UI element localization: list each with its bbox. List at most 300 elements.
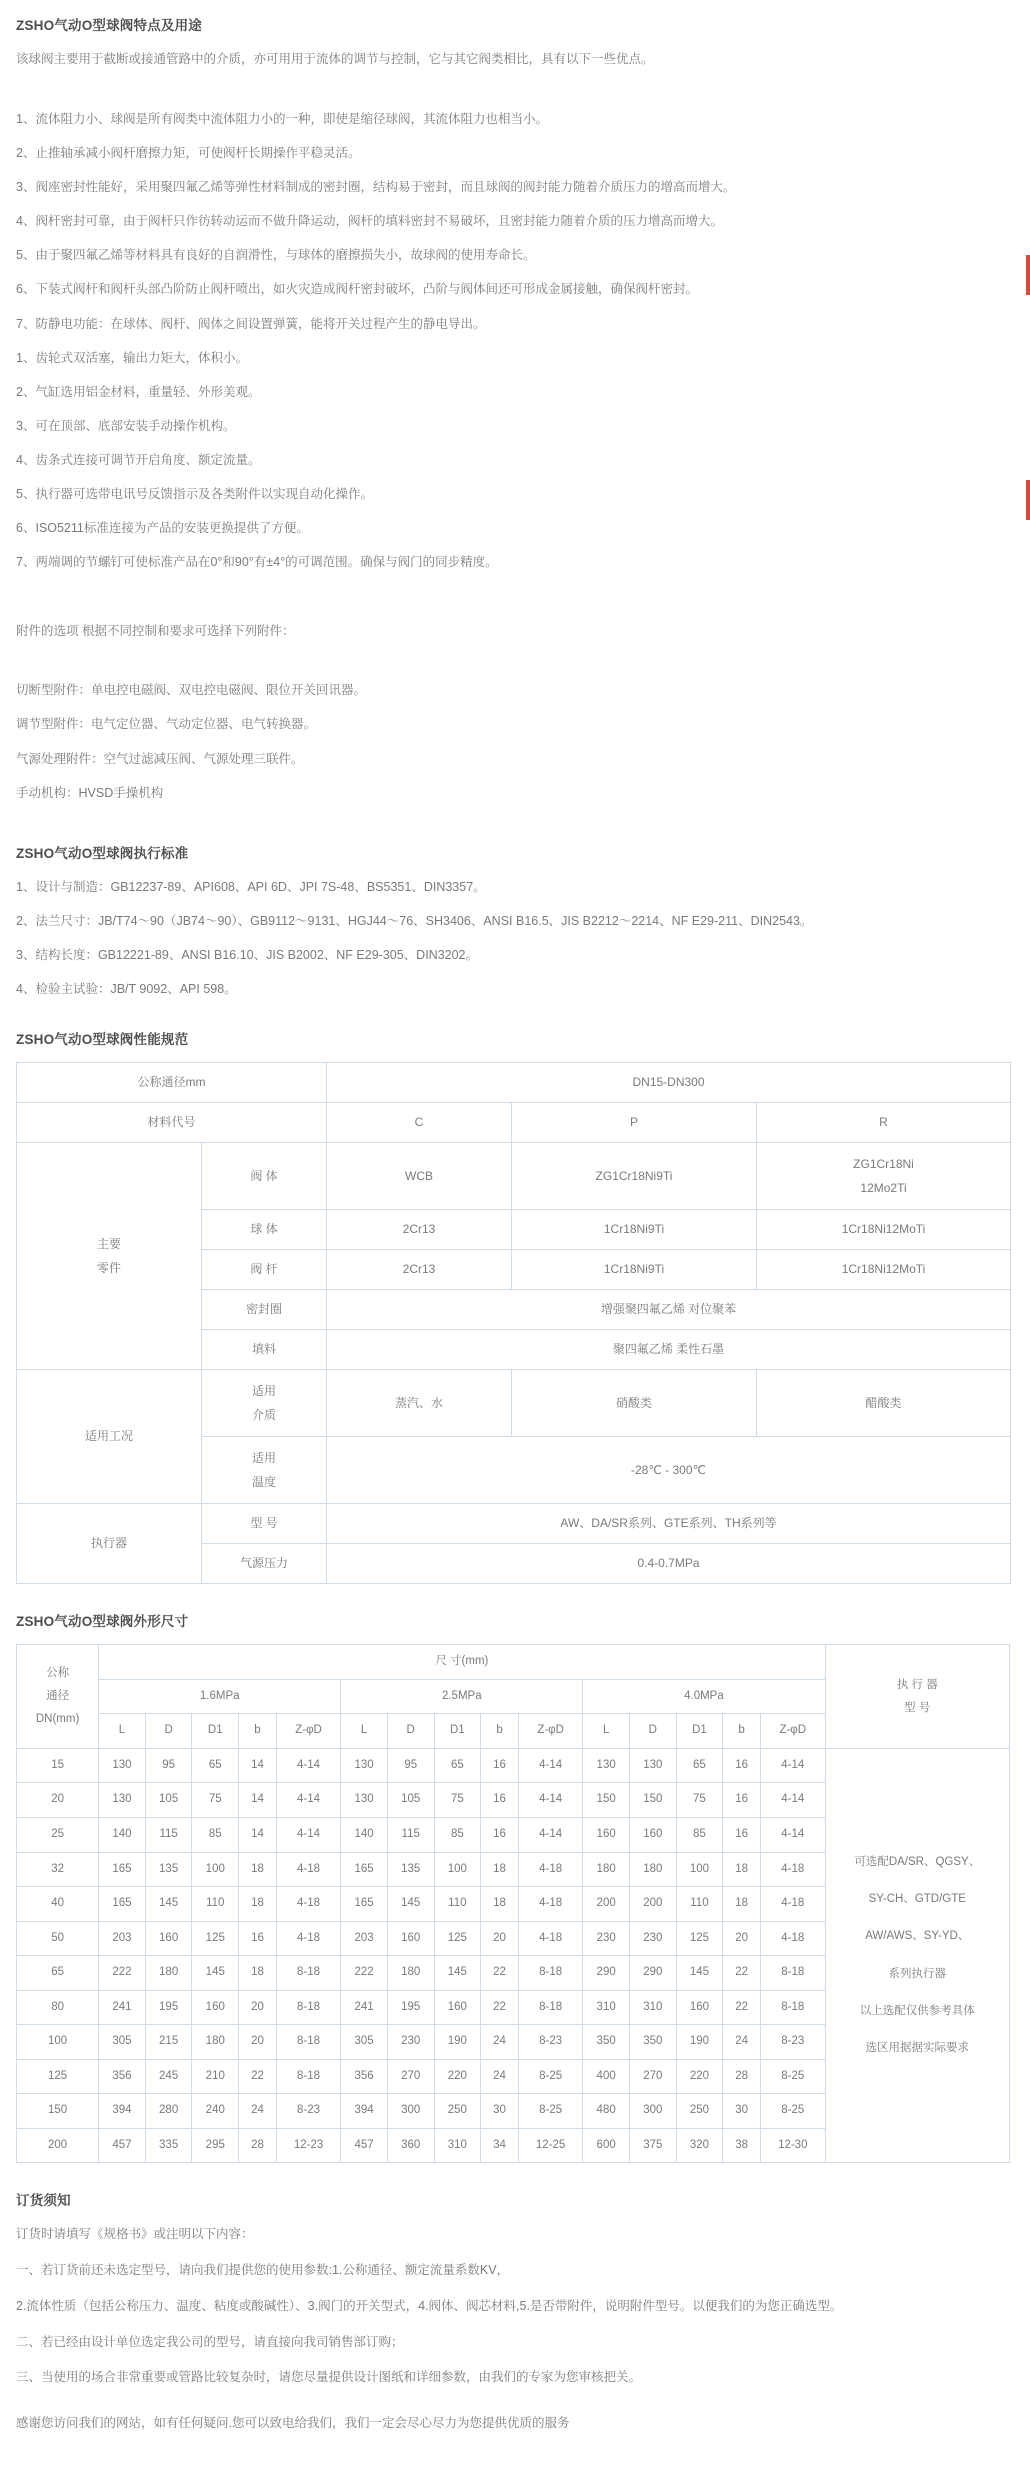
cell: 16	[239, 1921, 277, 1956]
performance-spec-table	[16, 1062, 1011, 1584]
cell: 85	[676, 1817, 723, 1852]
cell: 4-14	[518, 1783, 582, 1818]
standards-list	[16, 876, 1014, 1002]
footer-note: 感谢您访问我们的网站，如有任何疑问.您可以致电给我们，我们一定会尽心尽力为您提供优质的服务	[16, 2416, 570, 2431]
material-code-p: P	[512, 1103, 757, 1143]
cell: 100	[676, 1852, 723, 1887]
cell: 24	[723, 2025, 761, 2060]
cell: 18	[723, 1887, 761, 1922]
pressure-group-16: 1.6MPa	[99, 1679, 341, 1714]
cell: 125	[192, 1921, 239, 1956]
cell: 12-30	[761, 2128, 826, 2163]
sub-header-L: L	[99, 1714, 146, 1749]
order-notice-title: 订货须知	[16, 2193, 71, 2209]
sub-header-L: L	[341, 1714, 388, 1749]
cell: 160	[676, 1990, 723, 2025]
actuator-note: 系列执行器	[888, 1967, 947, 1980]
cell: 8-18	[518, 1956, 582, 1991]
dn-value: 40	[17, 1887, 99, 1922]
cell: 310	[629, 1990, 676, 2025]
cell: 130	[629, 1748, 676, 1783]
order-notice-block	[16, 2223, 1014, 2390]
cell: 180	[192, 2025, 239, 2060]
part-value-c: 2Cr13	[327, 1250, 512, 1290]
cell: 22	[481, 1990, 519, 2025]
list-item: 3、可在顶部、底部安装手动操作机构。	[16, 418, 236, 433]
cell: 110	[434, 1887, 481, 1922]
cell: 160	[387, 1921, 434, 1956]
order-intro: 订货时请填写《规格书》或注明以下内容：	[16, 2227, 254, 2242]
cell: 14	[239, 1783, 277, 1818]
cell: 12-25	[518, 2128, 582, 2163]
cell: 135	[145, 1852, 192, 1887]
cell: 30	[723, 2094, 761, 2129]
actuator-note: 选区用据据实际要求	[865, 2042, 970, 2055]
cell: 75	[192, 1783, 239, 1818]
cell: 8-25	[761, 2059, 826, 2094]
sub-header-b: b	[239, 1714, 277, 1749]
pressure-group-40: 4.0MPa	[583, 1679, 825, 1714]
valve-feature-list	[16, 108, 1014, 336]
cell: 8-25	[518, 2059, 582, 2094]
cell: 14	[239, 1817, 277, 1852]
list-item: 手动机构：HVSD手操机构	[16, 785, 164, 800]
conditions-label: 适用工况	[17, 1370, 202, 1504]
dn-value: 200	[17, 2128, 99, 2163]
actuator-model-header-line2: 型 号	[904, 1701, 931, 1714]
cell: 203	[341, 1921, 388, 1956]
cell: 400	[583, 2059, 630, 2094]
cell: 8-18	[276, 2059, 340, 2094]
cell: 135	[387, 1852, 434, 1887]
cell: 8-18	[276, 1956, 340, 1991]
list-item: 2、法兰尺寸：JB/T74～90（JB74～90）、GB9112～9131、HGJ44～76、SH3406、ANSI B16.5、JIS B2212～2214、NF E29-211、DIN2543。	[16, 913, 813, 928]
packing-label: 填料	[202, 1330, 327, 1370]
cell: 22	[723, 1990, 761, 2025]
part-name: 阀 杆	[202, 1250, 327, 1290]
table-row	[17, 1645, 1010, 1680]
seal-ring-value: 增强聚四氟乙烯 对位聚苯	[327, 1290, 1011, 1330]
cell: 4-18	[761, 1921, 826, 1956]
cell: 20	[239, 1990, 277, 2025]
temperature-label-line1: 适用	[251, 1451, 276, 1466]
air-pressure-value: 0.4-0.7MPa	[327, 1544, 1011, 1584]
cell: 165	[99, 1887, 146, 1922]
cell: 230	[583, 1921, 630, 1956]
material-code-c: C	[327, 1103, 512, 1143]
list-item: 6、下装式阀杆和阀杆头部凸阶防止阀杆喷出，如火灾造成阀杆密封破坏，凸阶与阀体间还可形成金属接触，确保阀杆密封。	[16, 282, 698, 297]
cell: 250	[434, 2094, 481, 2129]
part-value-p: 1Cr18Ni9Ti	[512, 1250, 757, 1290]
order-item: 三、当使用的场合非常重要或管路比较复杂时，请您尽量提供设计图纸和详细参数，由我们的专家为您审核把关。	[16, 2370, 642, 2385]
cell: 8-23	[761, 2025, 826, 2060]
dn-value: 150	[17, 2094, 99, 2129]
cell: 220	[434, 2059, 481, 2094]
table-row	[17, 1063, 1011, 1103]
cell: 180	[387, 1956, 434, 1991]
accessories-intro: 附件的选项 根据不同控制和要求可选择下列附件：	[16, 623, 295, 638]
cell: 18	[481, 1852, 519, 1887]
cell: 12-23	[276, 2128, 340, 2163]
cell: 16	[723, 1817, 761, 1852]
cell: 8-18	[761, 1956, 826, 1991]
cell: 130	[99, 1783, 146, 1818]
actuator-feature-list	[16, 347, 1014, 575]
cell: 65	[192, 1748, 239, 1783]
dn-value: 65	[17, 1956, 99, 1991]
cell: 18	[481, 1887, 519, 1922]
cell: 100	[434, 1852, 481, 1887]
right-edge-accent-top	[1026, 255, 1030, 295]
table-row	[17, 1103, 1011, 1143]
cell: 4-14	[761, 1817, 826, 1852]
cell: 375	[629, 2128, 676, 2163]
cell: 22	[239, 2059, 277, 2094]
cell: 240	[192, 2094, 239, 2129]
cell: 95	[387, 1748, 434, 1783]
cell: 145	[676, 1956, 723, 1991]
list-item: 2、止推轴承减小阀杆磨擦力矩，可使阀杆长期操作平稳灵活。	[16, 145, 361, 160]
cell: 16	[481, 1817, 519, 1852]
sub-header-L: L	[583, 1714, 630, 1749]
dn-value: 125	[17, 2059, 99, 2094]
cell: 18	[239, 1887, 277, 1922]
cell: 130	[99, 1748, 146, 1783]
sub-header-b: b	[481, 1714, 519, 1749]
cell: 115	[387, 1817, 434, 1852]
cell: 34	[481, 2128, 519, 2163]
cell: 22	[723, 1956, 761, 1991]
cell: 480	[583, 2094, 630, 2129]
cell: 290	[629, 1956, 676, 1991]
main-parts-label-line1: 主要	[96, 1237, 121, 1252]
cell: 600	[583, 2128, 630, 2163]
features-lead: 该球阀主要用于截断或接通管路中的介质，亦可用用于流体的调节与控制，它与其它阀类相比，具有以下一些优点。	[16, 52, 654, 66]
cell: 165	[99, 1852, 146, 1887]
cell: 24	[481, 2059, 519, 2094]
cell: 394	[99, 2094, 146, 2129]
cell: 290	[583, 1956, 630, 1991]
actuator-model-header	[825, 1645, 1009, 1749]
table-row	[17, 1748, 1010, 1783]
cell: 85	[434, 1817, 481, 1852]
dn-value: 20	[17, 1783, 99, 1818]
cell: 305	[99, 2025, 146, 2060]
cell: 75	[676, 1783, 723, 1818]
cell: 8-25	[761, 2094, 826, 2129]
cell: 24	[481, 2025, 519, 2060]
cell: 241	[99, 1990, 146, 2025]
cell: 30	[481, 2094, 519, 2129]
list-item: 调节型附件：电气定位器、气动定位器、电气转换器。	[16, 717, 317, 732]
cell: 250	[676, 2094, 723, 2129]
actuator-notes-cell	[825, 1748, 1009, 2163]
cell: 150	[583, 1783, 630, 1818]
cell: 241	[341, 1990, 388, 2025]
cell: 190	[676, 2025, 723, 2060]
part-name: 阀 体	[202, 1143, 327, 1210]
cell: 38	[723, 2128, 761, 2163]
actuator-label: 执行器	[17, 1504, 202, 1584]
dn-value: 15	[17, 1748, 99, 1783]
cell: 130	[341, 1783, 388, 1818]
dn-header	[17, 1645, 99, 1749]
list-item: 5、由于聚四氟乙烯等材料具有良好的自润滑性，与球体的磨擦损失小，故球阀的使用寿命长。	[16, 248, 536, 263]
cell: 300	[387, 2094, 434, 2129]
cell: 145	[434, 1956, 481, 1991]
cell: 105	[145, 1783, 192, 1818]
medium-value-r: 醋酸类	[757, 1370, 1011, 1437]
cell: 160	[434, 1990, 481, 2025]
part-value-r: 1Cr18Ni12MoTi	[757, 1210, 1011, 1250]
nominal-diameter-value: DN15-DN300	[327, 1063, 1011, 1103]
cell: 160	[145, 1921, 192, 1956]
cell: 245	[145, 2059, 192, 2094]
nominal-diameter-label: 公称通径mm	[17, 1063, 327, 1103]
list-item: 4、阀杆密封可靠，由于阀杆只作彷转动运而不做升降运动，阀杆的填料密封不易破坏，且密封能力随着介质的压力增高而增大。	[16, 214, 723, 229]
cell: 150	[629, 1783, 676, 1818]
cell: 215	[145, 2025, 192, 2060]
cell: 305	[341, 2025, 388, 2060]
cell: 140	[99, 1817, 146, 1852]
model-value: AW、DA/SR系列、GTE系列、TH系列等	[327, 1504, 1011, 1544]
cell: 16	[481, 1748, 519, 1783]
cell: 356	[99, 2059, 146, 2094]
cell: 18	[723, 1852, 761, 1887]
cell: 335	[145, 2128, 192, 2163]
model-label: 型 号	[202, 1504, 327, 1544]
actuator-note: 以上选配仅供参考具体	[859, 2005, 975, 2018]
cell: 125	[434, 1921, 481, 1956]
sub-header-D1: D1	[676, 1714, 723, 1749]
sub-header-ZD: Z-φD	[761, 1714, 826, 1749]
list-item: 4、齿条式连接可调节开启角度、额定流量。	[16, 453, 261, 467]
cell: 8-18	[276, 1990, 340, 2025]
cell: 130	[341, 1748, 388, 1783]
dimension-table	[16, 1644, 1010, 2163]
cell: 65	[434, 1748, 481, 1783]
cell: 295	[192, 2128, 239, 2163]
list-item: 4、检验主试验：JB/T 9092、API 598。	[16, 982, 237, 997]
cell: 16	[723, 1748, 761, 1783]
cell: 8-18	[518, 1990, 582, 2025]
sub-header-D: D	[629, 1714, 676, 1749]
air-pressure-label: 气源压力	[202, 1544, 327, 1584]
cell: 165	[341, 1852, 388, 1887]
cell: 110	[676, 1887, 723, 1922]
cell: 360	[387, 2128, 434, 2163]
actuator-note: AW/AWS、SY-YD、	[865, 1930, 970, 1943]
cell: 230	[387, 2025, 434, 2060]
cell: 4-14	[518, 1748, 582, 1783]
part-value-r	[757, 1143, 1011, 1210]
table-row	[17, 1370, 1011, 1437]
cell: 28	[723, 2059, 761, 2094]
cell: 4-14	[761, 1748, 826, 1783]
cell: 280	[145, 2094, 192, 2129]
sub-header-D: D	[145, 1714, 192, 1749]
medium-label	[202, 1370, 327, 1437]
material-code-r: R	[757, 1103, 1011, 1143]
cell: 8-18	[276, 2025, 340, 2060]
temperature-label-line2: 温度	[251, 1475, 276, 1490]
cell: 300	[629, 2094, 676, 2129]
cell: 125	[676, 1921, 723, 1956]
sub-header-ZD: Z-φD	[276, 1714, 340, 1749]
list-item: 1、设计与制造：GB12237-89、API608、API 6D、JPI 7S-48、BS5351、DIN3357。	[16, 879, 486, 894]
cell: 4-18	[761, 1887, 826, 1922]
part-name: 球 体	[202, 1210, 327, 1250]
dn-header-line1: 公称	[46, 1667, 70, 1680]
cell: 100	[192, 1852, 239, 1887]
cell: 230	[629, 1921, 676, 1956]
cell: 8-23	[518, 2025, 582, 2060]
cell: 310	[434, 2128, 481, 2163]
part-value-r-line2: 12Mo2Ti	[860, 1181, 907, 1196]
temperature-label	[202, 1437, 327, 1504]
pressure-group-25: 2.5MPa	[341, 1679, 583, 1714]
cell: 320	[676, 2128, 723, 2163]
medium-label-line2: 介质	[251, 1408, 276, 1423]
temperature-value: -28℃ - 300℃	[327, 1437, 1011, 1504]
dimension-table-title: ZSHO气动O型球阀外形尺寸	[16, 1614, 189, 1630]
list-item: 6、ISO5211标准连接为产品的安装更换提供了方便。	[16, 521, 309, 536]
right-edge-accent-bottom	[1026, 480, 1030, 520]
features-title: ZSHO气动O型球阀特点及用途	[16, 18, 203, 33]
list-item: 7、防静电功能：在球体、阀杆、阀体之间设置弹簧，能将开关过程产生的静电导出。	[16, 316, 486, 331]
list-item: 3、阀座密封性能好，采用聚四氟乙烯等弹性材料制成的密封圈，结构易于密封，而且球阀的阀封能力随着介质压力的增高而增大。	[16, 180, 736, 194]
list-item: 2、气缸选用铝金材料，重量轻、外形美观。	[16, 384, 261, 399]
actuator-note: SY-CH、GTD/GTE	[868, 1892, 966, 1905]
cell: 4-14	[518, 1817, 582, 1852]
list-item: 5、执行器可选带电讯号反馈指示及各类附件以实现自动化操作。	[16, 487, 373, 502]
cell: 190	[434, 2025, 481, 2060]
cell: 394	[341, 2094, 388, 2129]
medium-value-p: 硝酸类	[512, 1370, 757, 1437]
dn-value: 100	[17, 2025, 99, 2060]
sub-header-D1: D1	[192, 1714, 239, 1749]
table-row	[17, 1504, 1011, 1544]
cell: 222	[99, 1956, 146, 1991]
standards-title: ZSHO气动O型球阀执行标准	[16, 845, 189, 861]
cell: 4-14	[761, 1783, 826, 1818]
dn-value: 25	[17, 1817, 99, 1852]
cell: 20	[239, 2025, 277, 2060]
cell: 95	[145, 1748, 192, 1783]
cell: 4-14	[276, 1748, 340, 1783]
list-item: 7、两端调的节螺钉可使标准产品在0°和90°有±4°的可调范围。确保与阀门的同步精度。	[16, 555, 498, 570]
cell: 195	[145, 1990, 192, 2025]
cell: 18	[239, 1852, 277, 1887]
cell: 14	[239, 1748, 277, 1783]
cell: 105	[387, 1783, 434, 1818]
cell: 145	[145, 1887, 192, 1922]
cell: 22	[481, 1956, 519, 1991]
order-item: 二、若已经由设计单位选定我公司的型号，请直接向我司销售部订购；	[16, 2334, 404, 2349]
cell: 4-18	[761, 1852, 826, 1887]
cell: 270	[629, 2059, 676, 2094]
main-parts-label-line2: 零件	[96, 1261, 121, 1276]
cell: 4-18	[276, 1852, 340, 1887]
cell: 222	[341, 1956, 388, 1991]
sub-header-D: D	[387, 1714, 434, 1749]
cell: 160	[583, 1817, 630, 1852]
dn-header-line2: 通径	[46, 1690, 70, 1703]
actuator-note: 可选配DA/SR、QGSY、	[854, 1855, 981, 1868]
cell: 165	[341, 1887, 388, 1922]
cell: 4-18	[276, 1921, 340, 1956]
cell: 145	[387, 1887, 434, 1922]
main-parts-label	[17, 1143, 202, 1370]
medium-label-line1: 适用	[251, 1384, 276, 1399]
list-item: 1、流体阻力小、球阀是所有阀类中流体阻力小的一种，即使是缩径球阀，其流体阻力也相当小。	[16, 111, 548, 126]
cell: 4-18	[518, 1852, 582, 1887]
cell: 270	[387, 2059, 434, 2094]
cell: 160	[192, 1990, 239, 2025]
cell: 4-18	[518, 1887, 582, 1922]
order-item: 一、若订货前还未选定型号，请向我们提供您的使用参数:1.公称通径、额定流量系数KV，	[16, 2263, 510, 2278]
cell: 180	[629, 1852, 676, 1887]
part-value-r: 1Cr18Ni12MoTi	[757, 1250, 1011, 1290]
list-item: 1、齿轮式双活塞，输出力矩大，体积小。	[16, 350, 248, 365]
cell: 356	[341, 2059, 388, 2094]
part-value-p: ZG1Cr18Ni9Ti	[512, 1143, 757, 1210]
performance-table-title: ZSHO气动O型球阀性能规范	[16, 1032, 189, 1048]
cell: 24	[239, 2094, 277, 2129]
cell: 8-25	[518, 2094, 582, 2129]
cell: 65	[676, 1748, 723, 1783]
cell: 4-18	[518, 1921, 582, 1956]
cell: 310	[583, 1990, 630, 2025]
cell: 28	[239, 2128, 277, 2163]
cell: 4-14	[276, 1817, 340, 1852]
cell: 160	[629, 1817, 676, 1852]
cell: 8-18	[761, 1990, 826, 2025]
list-item: 气源处理附件：空气过滤减压阀、气源处理三联件。	[16, 751, 304, 766]
actuator-model-header-line1: 执 行 器	[896, 1678, 938, 1691]
order-item: 2.流体性质（包括公称压力、温度、粘度或酸碱性）、3.阀门的开关型式，4.阀体、阀芯材料,5.是否带附件，说明附件型号。以便我们的为您正确选型。	[16, 2298, 843, 2313]
cell: 180	[583, 1852, 630, 1887]
cell: 4-14	[276, 1783, 340, 1818]
dn-value: 32	[17, 1852, 99, 1887]
cell: 8-23	[276, 2094, 340, 2129]
dn-value: 80	[17, 1990, 99, 2025]
part-value-p: 1Cr18Ni9Ti	[512, 1210, 757, 1250]
cell: 220	[676, 2059, 723, 2094]
part-value-c: WCB	[327, 1143, 512, 1210]
cell: 180	[145, 1956, 192, 1991]
sub-header-ZD: Z-φD	[518, 1714, 582, 1749]
cell: 110	[192, 1887, 239, 1922]
cell: 145	[192, 1956, 239, 1991]
cell: 350	[629, 2025, 676, 2060]
cell: 20	[723, 1921, 761, 1956]
sub-header-D1: D1	[434, 1714, 481, 1749]
cell: 115	[145, 1817, 192, 1852]
part-value-r-line1: ZG1Cr18Ni	[853, 1157, 914, 1172]
part-value-c: 2Cr13	[327, 1210, 512, 1250]
list-item: 切断型附件：单电控电磁阀、双电控电磁阀、限位开关回讯器。	[16, 683, 367, 698]
cell: 140	[341, 1817, 388, 1852]
cell: 457	[341, 2128, 388, 2163]
packing-value: 聚四氟乙烯 柔性石墨	[327, 1330, 1011, 1370]
dn-value: 50	[17, 1921, 99, 1956]
cell: 203	[99, 1921, 146, 1956]
cell: 200	[629, 1887, 676, 1922]
cell: 18	[239, 1956, 277, 1991]
material-code-label: 材料代号	[17, 1103, 327, 1143]
accessories-list	[16, 679, 1014, 805]
